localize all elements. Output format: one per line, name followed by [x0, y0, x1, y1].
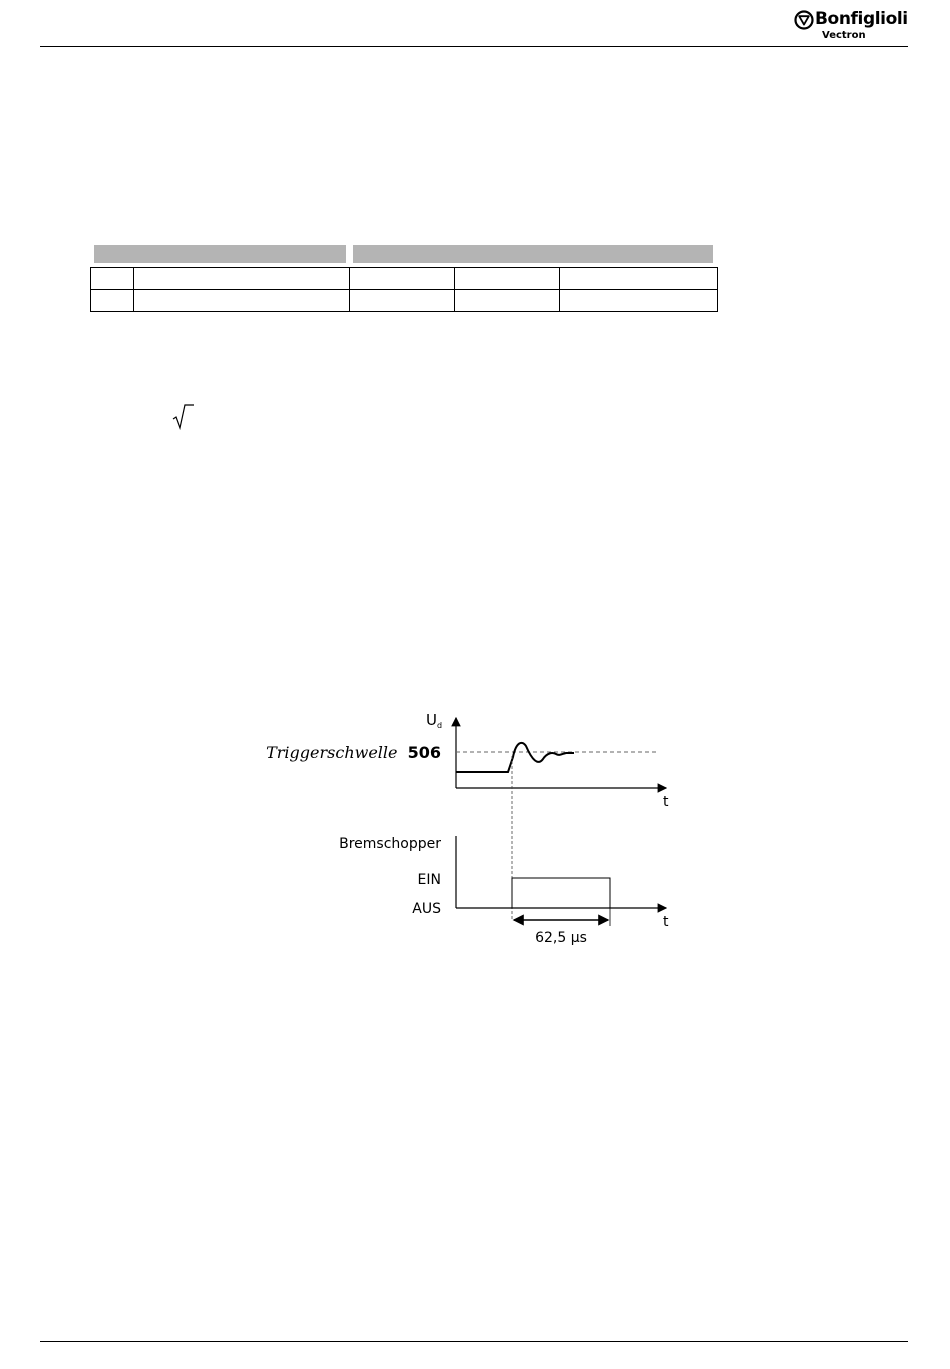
table-cell: [134, 290, 350, 312]
table-header-band-right: [353, 245, 713, 263]
trigger-label: [266, 743, 441, 762]
brake-chopper-timing-diagram: [266, 700, 680, 960]
table-cell: [455, 268, 560, 290]
table-cell: [350, 268, 455, 290]
table-cell: [560, 290, 718, 312]
table-cell: [91, 290, 134, 312]
header-rule: [40, 46, 908, 47]
bonfiglioli-logo-icon: [794, 10, 814, 30]
voltage-curve: [456, 743, 574, 772]
chopper-on-pulse: [512, 878, 610, 908]
time-label-top: t: [663, 794, 669, 810]
bonfiglioli-logo: [794, 8, 914, 44]
square-root-sign: [172, 404, 196, 430]
footer-rule: [40, 1341, 908, 1342]
table-cell: [560, 268, 718, 290]
ud-label: U: [426, 711, 437, 729]
aus-label: AUS: [412, 901, 441, 917]
bremschopper-label: Bremschopper: [339, 836, 441, 852]
logo-sub-text: Vectron: [822, 30, 866, 41]
table-row: [91, 268, 718, 290]
ud-subscript: d: [437, 721, 443, 730]
table-cell: [455, 290, 560, 312]
table-cell: [91, 268, 134, 290]
table-cell: [350, 290, 455, 312]
logo-brand-text: Bonfiglioli: [815, 9, 908, 29]
table-cell: [134, 268, 350, 290]
parameter-table: [90, 267, 718, 312]
table-header-band-left: [94, 245, 346, 263]
table-row: [91, 290, 718, 312]
ein-label: EIN: [417, 872, 441, 888]
trigger-label-italic: Triggerschwelle: [266, 743, 398, 762]
duration-label: 62,5 µs: [535, 930, 587, 946]
trigger-label-bold: 506: [407, 743, 441, 762]
time-label-bottom: t: [663, 914, 669, 930]
